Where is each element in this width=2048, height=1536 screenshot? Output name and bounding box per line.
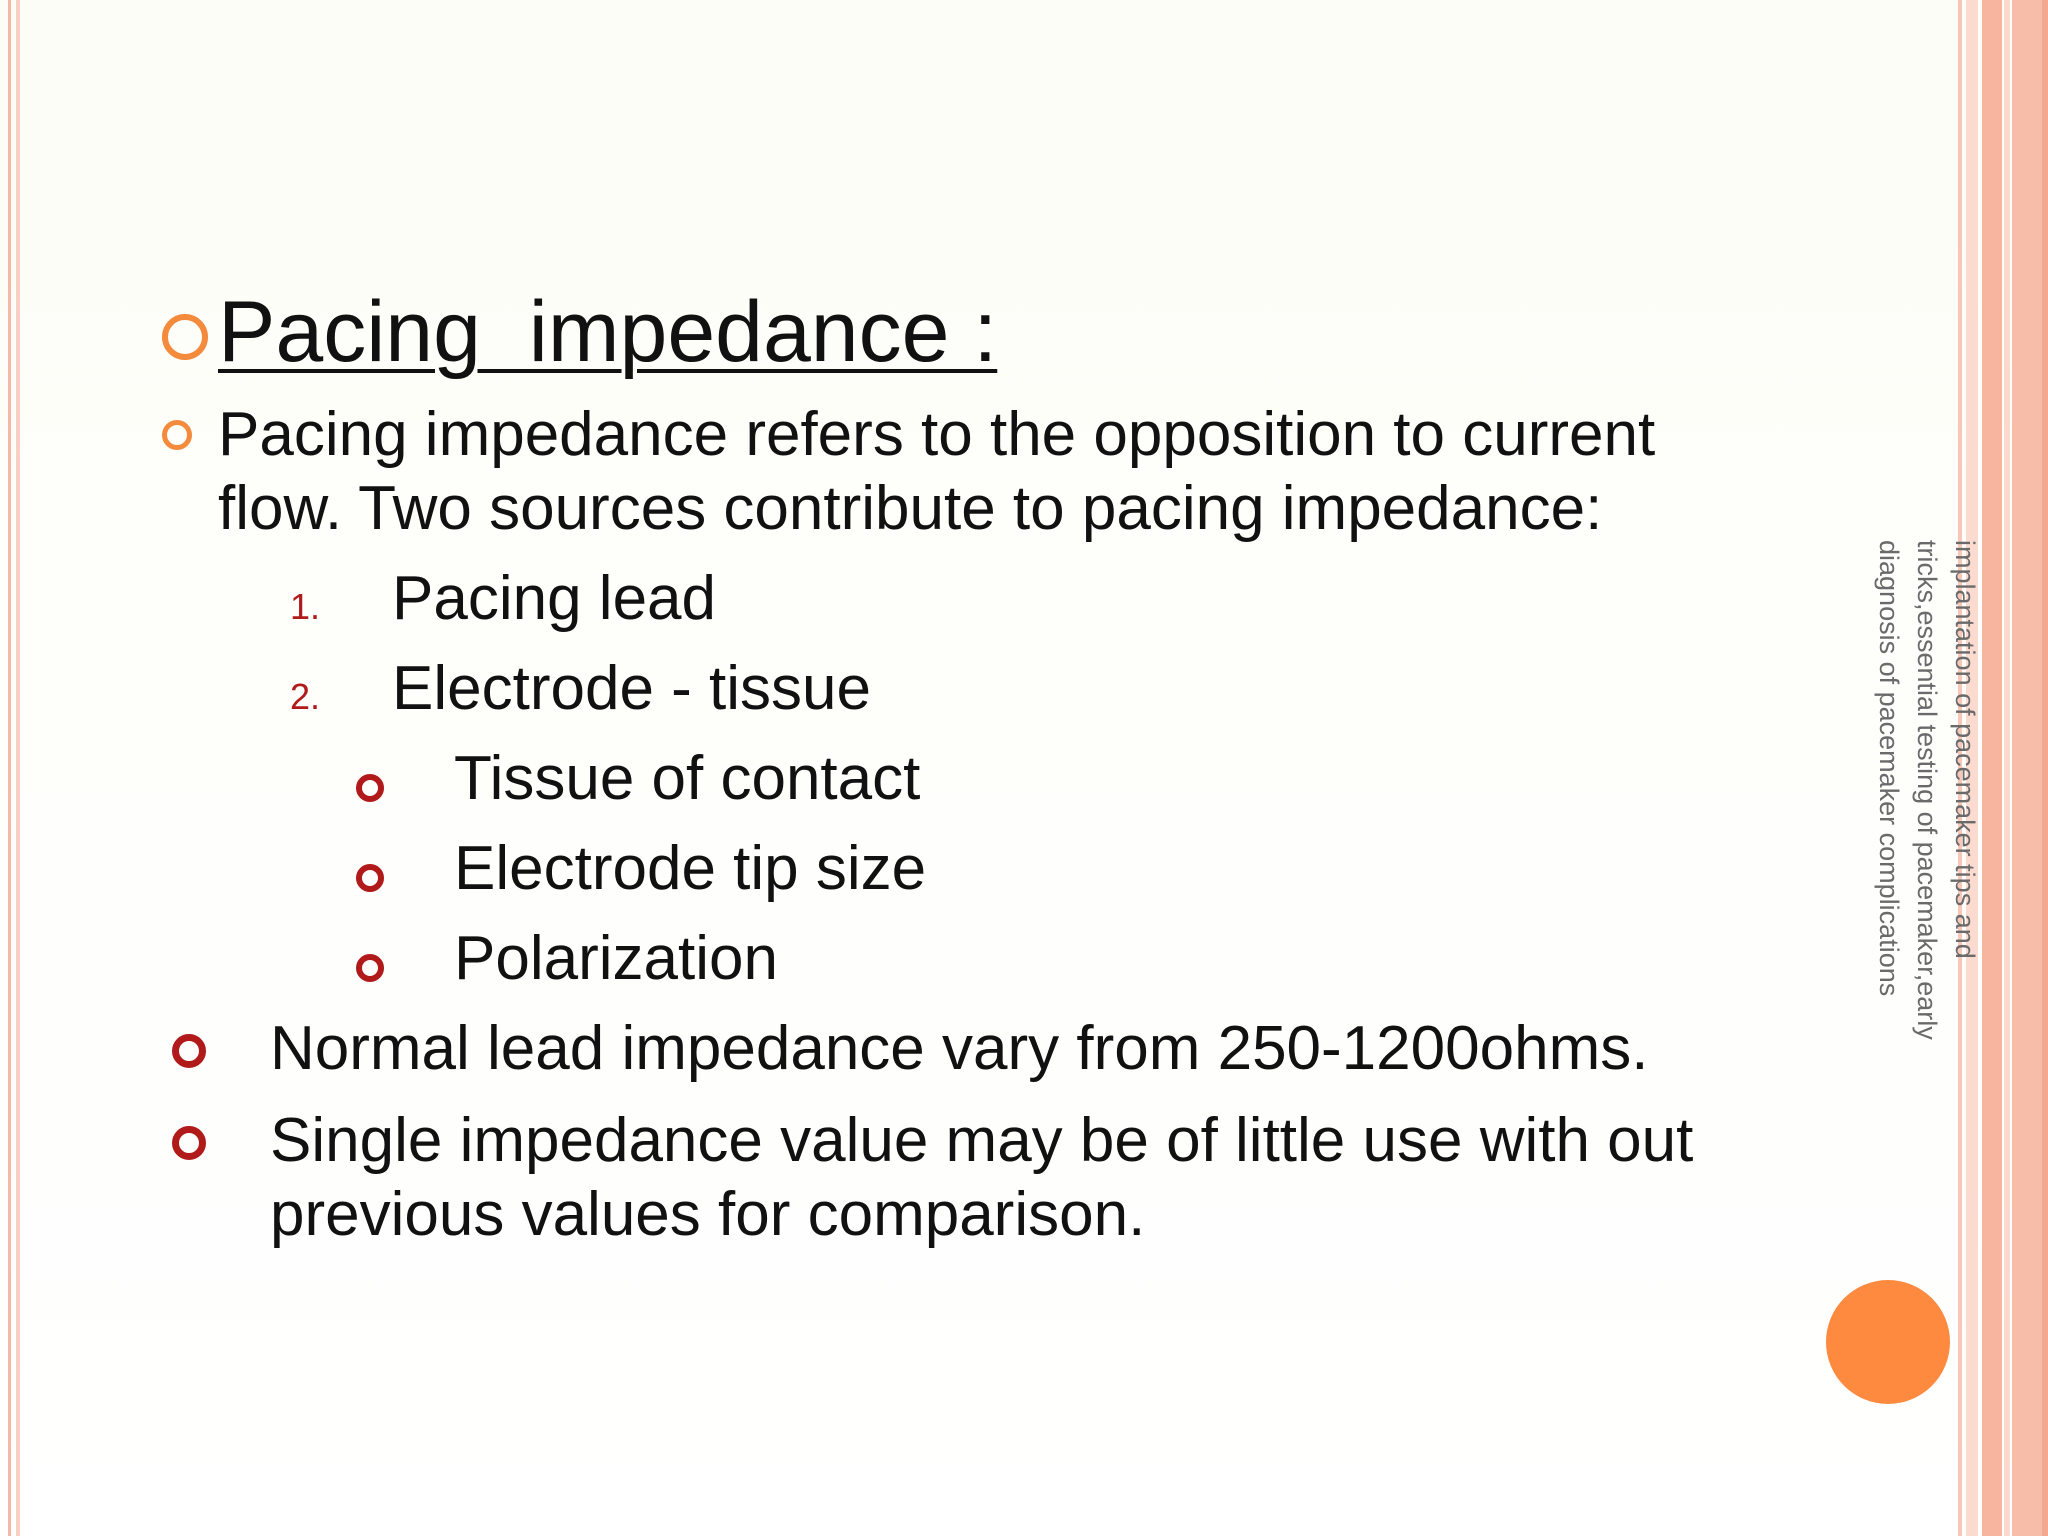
sub-item-polarization: Polarization	[454, 924, 778, 993]
bullet-icon	[172, 1126, 206, 1160]
single-value-line-2: previous values for comparison.	[270, 1180, 1146, 1249]
list-number: 1.	[290, 586, 321, 627]
sub-item-electrode-tip-size: Electrode tip size	[454, 834, 927, 903]
side-caption-line-3: diagnosis of pacemaker complications	[1874, 540, 1904, 997]
list-number: 2.	[290, 676, 321, 717]
right-decorative-band	[1982, 0, 2002, 1536]
intro-line-1: Pacing impedance refers to the opposition to current	[218, 400, 1656, 469]
sub-bullet-icon	[356, 864, 384, 892]
right-decorative-band	[2042, 0, 2048, 1536]
intro-line-2: flow. Two sources contribute to pacing impedance:	[218, 474, 1603, 543]
side-caption-line-2: tricks,essential testing of pacemaker,early	[1912, 540, 1942, 1040]
normal-range-text: Normal lead impedance vary from 250-1200ohms.	[270, 1014, 1649, 1083]
sub-item-tissue-of-contact: Tissue of contact	[454, 744, 921, 813]
right-decorative-band	[2004, 0, 2010, 1536]
single-value-line-1: Single impedance value may be of little use with out	[270, 1106, 1694, 1175]
slide-title: Pacing impedance :	[218, 284, 998, 380]
bullet-icon	[162, 314, 208, 360]
bullet-icon	[172, 1034, 206, 1068]
sub-bullet-icon	[356, 954, 384, 982]
sub-bullet-icon	[356, 774, 384, 802]
side-caption-line-1: implantation of pacemaker tips and	[1950, 540, 1980, 959]
left-border-line	[8, 0, 11, 1536]
side-caption	[1870, 540, 1984, 1180]
orange-circle-decoration	[1826, 1280, 1950, 1404]
numbered-item-pacing-lead: Pacing lead	[392, 564, 717, 633]
numbered-item-electrode-tissue: Electrode - tissue	[392, 654, 871, 723]
right-decorative-band	[2012, 0, 2042, 1536]
left-border-line	[16, 0, 20, 1536]
bullet-icon	[162, 420, 192, 450]
